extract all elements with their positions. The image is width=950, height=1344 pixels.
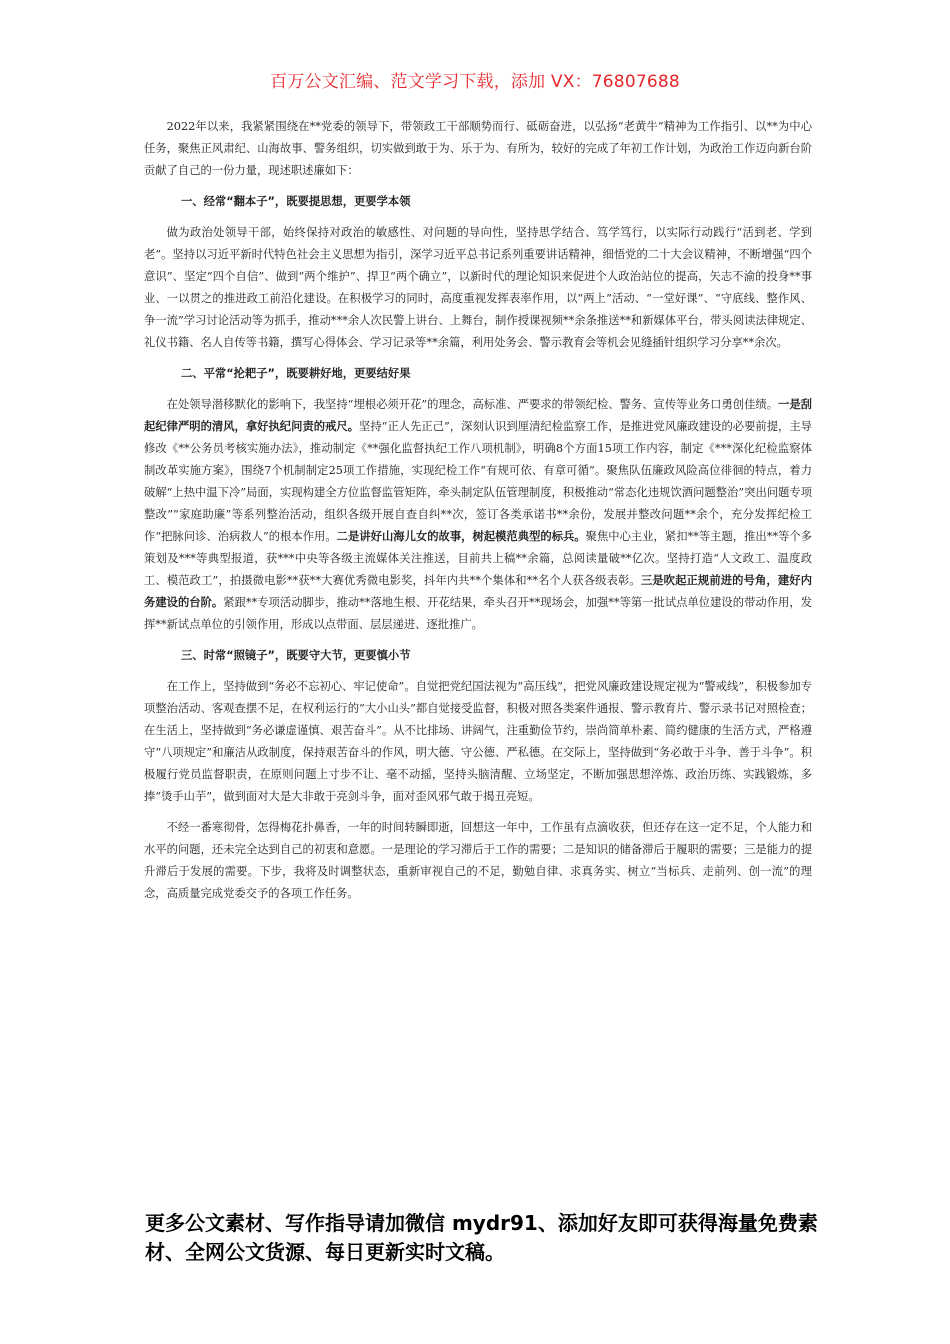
section-2-text-2: 聚焦中心主业，紧扣**等主题，推出**等个多策划及***等典型报道，获***中央等各级主流媒体关注推送，目前共上稿**余篇，总阅读量破**亿次。坚持打造“人文政工、温度政工、模范政工”，拍摄微电影**获**大赛优秀微电影奖，抖年内共**个集体和**名个人获各级表彰。 xyxy=(144,530,812,587)
section-2-text-1: 坚持“正人先正己”，深刻认识到厘清纪检监察工作，是推进党风廉政建设的必要前提，主导修改《**公务员考核实施办法》，推动制定《**强化监督执纪工作八项机制》，明确8个方面15项工作内容，制定《***深化纪检监察体制改革实施方案》，围绕7个机制制定25项工作措施，实现纪检工作“有规可依、有章可循”。聚焦队伍廉政风险高位徘徊的特点，着力破解“上热中温下冷”局面，实现构建全方位监督监管矩阵，牵头制定队伍管理制度，积极推动“常态化违规饮酒问题整治”突出问题专项整改”“家庭助廉”等系列整治活动，组织各级开展自查自纠**次，签订各类承诺书**余份，发展并整改问题**余个，充分发挥纪检工作“把脉问诊、治病救人”的根本作用。 xyxy=(144,420,812,543)
closing-paragraph: 不经一番寒彻骨，怎得梅花扑鼻香，一年的时间转瞬即逝，回想这一年中，工作虽有点滴收获，但还存在这一定不足，个人能力和水平的问题，还未完全达到自己的初衷和意愿。一是理论的学习滞后于工作的需要；二是知识的储备滞后于履职的需要；三是能力的提升滞后于发展的需要。下步，我将及时调整状态，重新审视自己的不足，勤勉自律、求真务实、树立“当标兵、走前列、创一流”的理念，高质量完成党委交予的各项工作任务。 xyxy=(144,821,812,900)
intro-paragraph: 2022年以来，我紧紧围绕在**党委的领导下，带领政工干部顺势而行、砥砺奋进，以弘扬“老黄牛”精神为工作指引、以**为中心任务，聚焦正风肃纪、山海故事、警务组织，切实做到敢于为、乐于为、有所为，较好的完成了年初工作计划，为政治工作迈向新台阶贡献了自己的一份力量，现述职述廉如下： xyxy=(144,120,812,177)
section-3-heading: 三、时常“照镜子”，既要守大节，更要慎小节 xyxy=(181,649,411,662)
section-2-point-1: 一是刮起纪律严明的清风，拿好执纪问责的戒尺。 xyxy=(144,398,812,433)
section-3-paragraph: 在工作上，坚持做到“务必不忘初心、牢记使命”。自觉把党纪国法视为“高压线”，把党风廉政建设规定视为“警戒线”，积极参加专项整治活动、客观查摆不足，在权利运行的“大小山头”都自觉接受监督，积极对照各类案件通报、警示教育片、警示录书记对照检查；在生活上，坚持做到“务必谦虚谨慎、艰苦奋斗”。从不比排场、讲阔气，注重勤俭节约，崇尚简单朴素、简约健康的生活方式，严格遵守“八项规定”和廉洁从政制度，保持艰苦奋斗的作风，明大德、守公德、严私德。在交际上，坚持做到“务必敢于斗争、善于斗争”。积极履行党员监督职责，在原则问题上寸步不让、毫不动摇，坚持头脑清醒、立场坚定，不断加强思想淬炼、政治历练、实践锻炼，多捧“烫手山芋”，做到面对大是大非敢于亮剑斗争，面对歪风邪气敢于揭丑亮短。 xyxy=(144,680,812,803)
footer-banner: 更多公文素材、写作指导请加微信 mydr91、添加好友即可获得海量免费素材、全网公文货源、每日更新实时文稿。 xyxy=(145,1211,818,1264)
section-2-point-3: 三是吹起正规前进的号角，建好内务建设的台阶。 xyxy=(144,574,812,609)
section-2-lead: 在处领导潜移默化的影响下，我坚持“埋根必须开花”的理念，高标准、严要求的带领纪检、警务、宣传等业务口勇创佳绩。 xyxy=(166,398,779,411)
section-2-heading: 二、平常“抡耙子”，既要耕好地，更要结好果 xyxy=(181,367,411,380)
section-2-point-2: 二是讲好山海儿女的故事，树起模范典型的标兵。 xyxy=(336,530,586,543)
section-1-paragraph: 做为政治处领导干部，始终保持对政治的敏感性、对问题的导向性，坚持思学结合、笃学笃行，以实际行动践行“活到老、学到老”。坚持以习近平新时代特色社会主义思想为指引，深学习近平总书记系列重要讲话精神，细悟党的二十大会议精神，不断增强“四个意识”、坚定“四个自信”、做到“两个维护”、捍卫“两个确立”，以新时代的理论知识来促进个人政治站位的提高，矢志不渝的投身**事业、一以贯之的推进政工前沿化建设。在积极学习的同时，高度重视发挥表率作用，以“两上”活动、“一堂好课”、“守底线、整作风、争一流”学习讨论活动等为抓手，推动***余人次民警上讲台、上舞台，制作授课视频**余条推送**和新媒体平台，带头阅读法律规定、礼仪书籍、名人自传等书籍，撰写心得体会、学习记录等**余篇，利用处务会、警示教育会等机会见缝插针组织学习分享**余次。 xyxy=(144,226,812,349)
document-body xyxy=(144,116,812,914)
section-2-text-3: 紧跟**专项活动脚步，推动**落地生根、开花结果，牵头召开**现场会，加强**等第一批试点单位建设的带动作用，发挥**新试点单位的引领作用，形成以点带面、层层递进、逐批推广。 xyxy=(144,596,812,631)
section-1-heading: 一、经常“翻本子”，既要提思想，更要学本领 xyxy=(181,195,411,208)
section-2-paragraph xyxy=(144,394,812,636)
header-banner: 百万公文汇编、范文学习下载，添加 VX：76807688 xyxy=(270,72,680,92)
